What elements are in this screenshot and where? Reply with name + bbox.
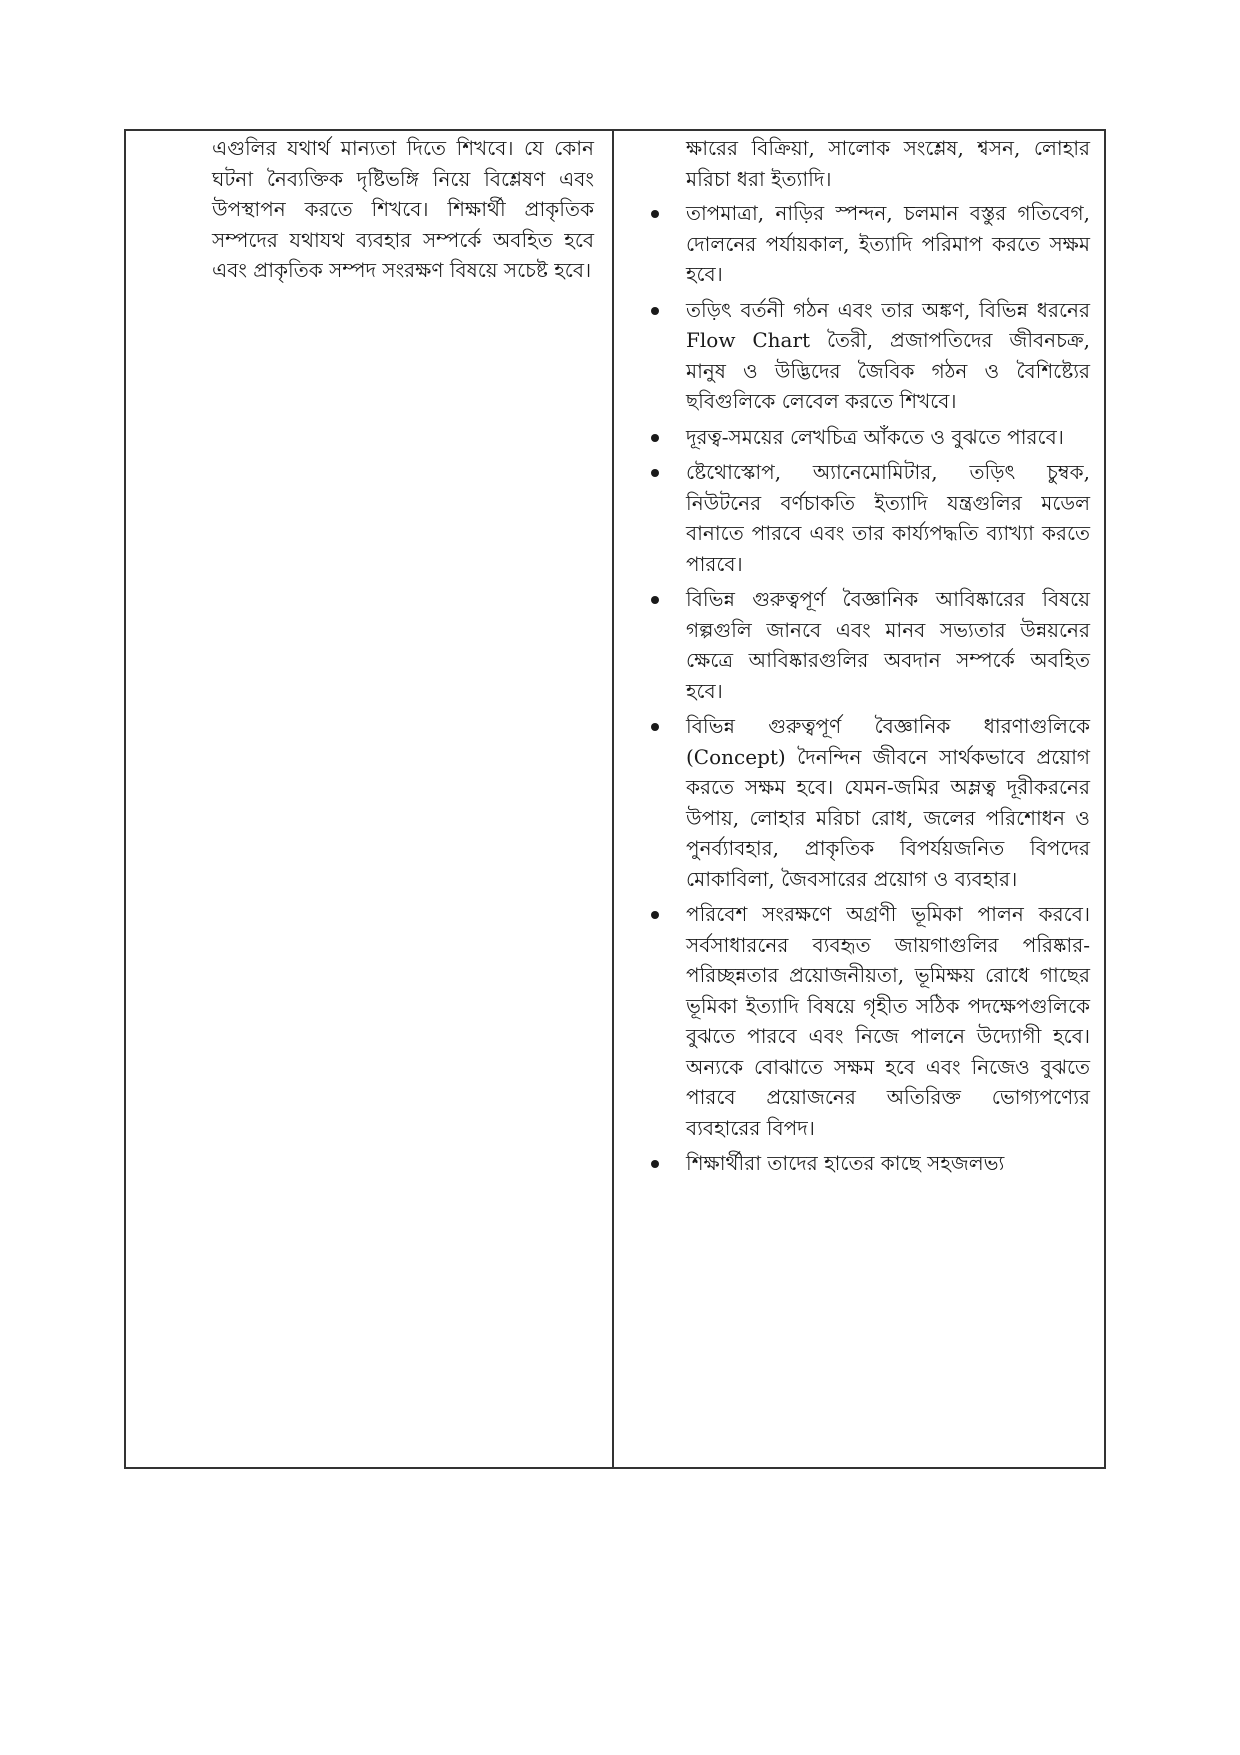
- list-item: [614, 295, 1090, 417]
- left-column-paragraph: এগুলির যথার্থ মান্যতা দিতে শিখবে। যে কোন ঘটনা নৈব্যক্তিক দৃষ্টিভঙ্গি নিয়ে বিশ্লেষণ এবং উপস্থাপন করতে শিখবে। শিক্ষার্থী প্রাকৃতিক সম্পদের যথাযথ ব্যবহার সম্পর্কে অবহিত হবে এবং প্রাকৃতিক সম্পদ সংরক্ষণ বিষয়ে সচেষ্ট হবে।: [212, 136, 594, 282]
- list-item: [614, 711, 1090, 894]
- bullet-icon: [651, 596, 659, 604]
- list-item-text: বিভিন্ন গুরুত্বপূর্ণ বৈজ্ঞানিক আবিষ্কারের বিষয়ে গল্পগুলি জানবে এবং মানব সভ্যতার উন্নয়নের ক্ষেত্রে আবিষ্কারগুলির অবদান সম্পর্কে অবহিত হবে।: [686, 587, 1090, 703]
- bullet-icon: [651, 307, 659, 315]
- list-item: [614, 1148, 1090, 1179]
- bullet-list: [614, 198, 1090, 1179]
- left-column: [126, 131, 614, 1467]
- bullet-icon: [651, 911, 659, 919]
- right-column: [614, 131, 1104, 1467]
- list-item-text: বিভিন্ন গুরুত্বপূর্ণ বৈজ্ঞানিক ধারণাগুলিকে (Concept) দৈনন্দিন জীবনে সার্থকভাবে প্রয়োগ করতে সক্ষম হবে। যেমন-জমির অম্লত্ব দূরীকরনের উপায়, লোহার মরিচা রোধ, জলের পরিশোধন ও পুনর্ব্যাবহার, প্রাকৃতিক বিপর্যয়জনিত বিপদের মোকাবিলা, জৈবসারের প্রয়োগ ও ব্যবহার।: [686, 714, 1090, 891]
- list-item: [614, 198, 1090, 290]
- bullet-icon: [651, 469, 659, 477]
- bullet-icon: [651, 1160, 659, 1168]
- list-item-text: তড়িৎ বর্তনী গঠন এবং তার অঙ্কণ, বিভিন্ন ধরনের Flow Chart তৈরী, প্রজাপতিদের জীবনচক্র, মানুষ ও উদ্ভিদের জৈবিক গঠন ও বৈশিষ্ট্যের ছবিগুলিকে লেবেল করতে শিখবে।: [686, 297, 1090, 413]
- bullet-icon: [651, 434, 659, 442]
- list-item-text: শিক্ষার্থীরা তাদের হাতের কাছে সহজলভ্য: [686, 1151, 1005, 1175]
- bullet-icon: [651, 723, 659, 731]
- list-item: [614, 584, 1090, 706]
- list-item-text: দূরত্ব-সময়ের লেখচিত্র আঁকতে ও বুঝতে পারবে।: [686, 424, 1064, 449]
- right-column-intro: ক্ষারের বিক্রিয়া, সালোক সংশ্লেষ, শ্বসন, লোহার মরিচা ধরা ইত্যাদি।: [686, 136, 1090, 191]
- list-item-text: তাপমাত্রা, নাড়ির স্পন্দন, চলমান বস্তুর গতিবেগ, দোলনের পর্যায়কাল, ইত্যাদি পরিমাপ করতে সক্ষম হবে।: [686, 201, 1090, 286]
- list-item: [614, 457, 1090, 579]
- list-item: [614, 422, 1090, 453]
- list-item: [614, 899, 1090, 1143]
- bullet-icon: [651, 210, 659, 218]
- list-item-text: পরিবেশ সংরক্ষণে অগ্রণী ভূমিকা পালন করবে। সর্বসাধারনের ব্যবহৃত জায়গাগুলির পরিষ্কার-পরিচ্ছন্নতার প্রয়োজনীয়তা, ভূমিক্ষয় রোধে গাছের ভূমিকা ইত্যাদি বিষয়ে গৃহীত সঠিক পদক্ষেপগুলিকে বুঝতে পারবে এবং নিজে পালনে উদ্যোগী হবে। অন্যকে বোঝাতে সক্ষম হবে এবং নিজেও বুঝতে পারবে প্রয়োজনের অতিরিক্ত ভোগ্যপণ্যের ব্যবহারের বিপদ।: [686, 902, 1090, 1140]
- list-item-text: ষ্টেথোস্কোপ, অ্যানেমোমিটার, তড়িৎ চুম্বক, নিউটনের বর্ণচাকতি ইত্যাদি যন্ত্রগুলির মডেল বানাতে পারবে এবং তার কার্য্যপদ্ধতি ব্যাখ্যা করতে পারবে।: [686, 460, 1090, 576]
- content-table: [124, 129, 1106, 1469]
